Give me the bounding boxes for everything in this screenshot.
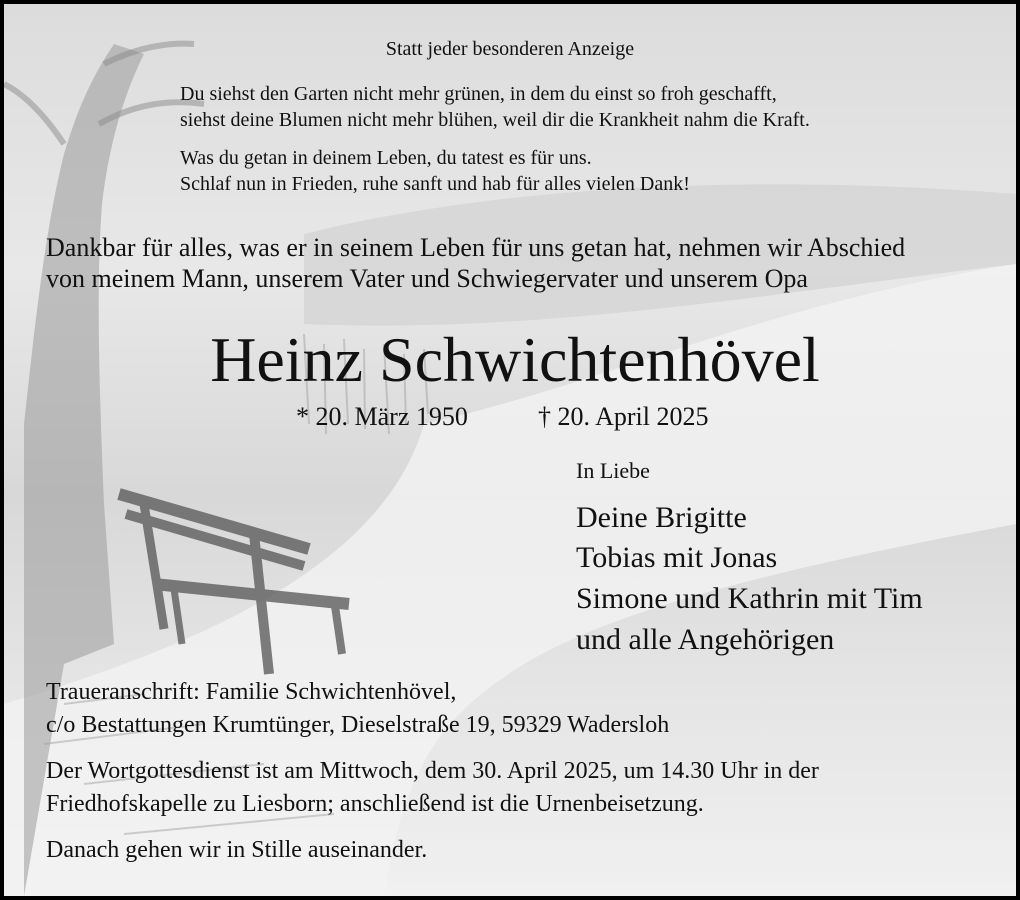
notice-heading: Statt jeder besonderen Anzeige	[385, 38, 635, 60]
service-line: Friedhofskapelle zu Liesborn; anschließend ist die Urnenbeisetzung.	[46, 791, 704, 817]
closing-line: Danach gehen wir in Stille auseinander.	[46, 837, 428, 863]
family-member: Tobias mit Jonas	[576, 541, 778, 574]
poem-line: Du siehst den Garten nicht mehr grünen, in dem du einst so froh geschafft,	[180, 83, 777, 105]
death-date: † 20. April 2025	[538, 402, 709, 431]
family-member: Deine Brigitte	[576, 501, 747, 534]
family-intro: In Liebe	[576, 458, 650, 483]
address-line: Traueranschrift: Familie Schwichtenhövel,	[46, 679, 457, 705]
birth-date: * 20. März 1950	[296, 402, 468, 431]
family-member: Simone und Kathrin mit Tim	[576, 582, 923, 615]
poem-line: Schlaf nun in Frieden, ruhe sanft und hab für alles vielen Dank!	[180, 173, 690, 195]
service-line: Der Wortgottesdienst ist am Mittwoch, dem 30. April 2025, um 14.30 Uhr in der	[46, 758, 819, 784]
poem-line: siehst deine Blumen nicht mehr blühen, weil dir die Krankheit nahm die Kraft.	[180, 109, 810, 131]
address-line: c/o Bestattungen Krumtünger, Dieselstraße 19, 59329 Wadersloh	[46, 712, 670, 738]
intro-line: Dankbar für alles, was er in seinem Leben für uns getan hat, nehmen wir Abschied	[46, 233, 906, 262]
intro-line: von meinem Mann, unserem Vater und Schwiegervater und unserem Opa	[46, 264, 808, 293]
deceased-name: Heinz Schwichtenhövel	[210, 324, 820, 395]
poem-line: Was du getan in deinem Leben, du tatest es für uns.	[180, 147, 592, 169]
family-member: und alle Angehörigen	[576, 623, 835, 656]
